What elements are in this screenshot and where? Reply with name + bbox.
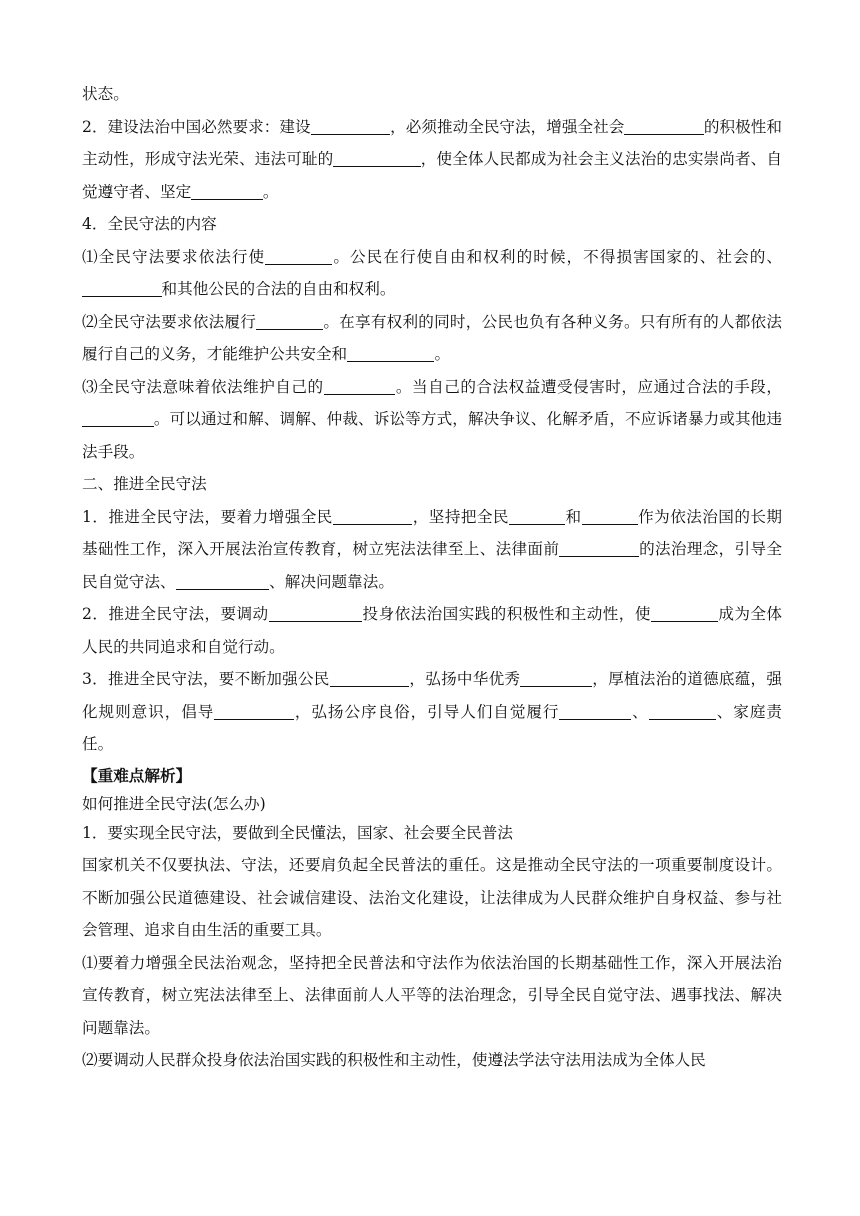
fill-blank[interactable] xyxy=(330,670,410,687)
item-1: ⑴全民守法要求依法行使 。公民在行使自由和权利的时候，不得损害国家的、社会的、和其他公民的合法的自由和权利。 xyxy=(82,247,782,298)
fill-blank[interactable] xyxy=(333,150,420,167)
point-3: 3．推进全民守法，要不断加强公民 ，弘扬中华优秀 ，厚植法治的道德底蕴，强化规则意识，倡导 ，弘扬公序良俗，引导人们自觉履行 、 、家庭责任。 xyxy=(82,670,782,753)
fill-blank[interactable] xyxy=(520,670,592,687)
section-title: 【重难点解析】 xyxy=(82,766,192,785)
fill-blank[interactable] xyxy=(347,345,434,362)
fill-blank[interactable] xyxy=(176,572,270,589)
section-heading: 二、推进全民守法 xyxy=(82,475,207,493)
answer-item-1: ⑴要着力增强全民法治观念，坚持把全民普法和守法作为依法治国的长期基础性工作，深入开展法治宣传教育，树立宪法法律至上、法律面前人人平等的法治理念，引导全民自觉守法、遇事找法、解决问题靠法。 xyxy=(82,953,782,1037)
fill-blank[interactable] xyxy=(214,702,294,719)
question-title: 如何推进全民守法(怎么办) xyxy=(82,794,266,813)
point-2: 2．推进全民守法，要调动 投身依法治国实践的积极性和主动性，使 成为全体人民的共同追求和自觉行动。 xyxy=(82,605,782,656)
fill-blank[interactable] xyxy=(624,117,704,134)
item-2: ⑵全民守法要求依法履行 。在享有权利的同时，公民也负有各种义务。只有所有的人都依法履行自己的义务，才能维护公共安全和 。 xyxy=(82,312,782,363)
fill-blank[interactable] xyxy=(191,182,263,199)
fill-blank[interactable] xyxy=(265,247,332,264)
fill-blank[interactable] xyxy=(82,280,162,297)
fill-blank[interactable] xyxy=(333,507,413,524)
fill-blank[interactable] xyxy=(559,540,639,557)
fill-blank[interactable] xyxy=(582,507,638,524)
fill-blank[interactable] xyxy=(324,377,396,394)
fill-blank[interactable] xyxy=(269,605,363,622)
answer-heading: 1．要实现全民守法，要做到全民懂法，国家、社会要全民普法 xyxy=(82,823,513,842)
fill-blank[interactable] xyxy=(651,605,718,622)
answer-paragraph: 国家机关不仅要执法、守法，还要肩负起全民普法的重任。这是推动全民守法的一项重要制度设计。不断加强公民道德建设、社会诚信建设、法治文化建设，让法律成为人民群众维护自身权益、参与社会管理、追求自由生活的重要工具。 xyxy=(82,856,782,939)
fill-blank[interactable] xyxy=(256,312,323,329)
text-line: 状态。 xyxy=(82,85,129,103)
document-page xyxy=(82,78,782,1077)
item-3: ⑶全民守法意味着依法维护自己的 。当自己的合法权益遭受侵害时，应通过合法的手段，。可以通过和解、调解、仲裁、诉讼等方式，解决争议、化解矛盾，不应诉诸暴力或其他违法手段。 xyxy=(82,377,782,461)
section-heading: 4．全民守法的内容 xyxy=(82,215,217,233)
answer-item-2: ⑵要调动人民群众投身依法治国实践的积极性和主动性，使遵法学法守法用法成为全体人民 xyxy=(82,1051,706,1069)
fill-blank[interactable] xyxy=(649,702,716,719)
fill-blank[interactable] xyxy=(509,507,565,524)
fill-blank[interactable] xyxy=(559,702,631,719)
fill-blank[interactable] xyxy=(311,117,391,134)
point-1: 1．推进全民守法，要着力增强全民 ，坚持把全民 和 作为依法治国的长期基础性工作，深入开展法治宣传教育，树立宪法法律至上、法律面前 的法治理念，引导全民自觉守法、 、解决问题靠法。 xyxy=(82,507,782,591)
fill-blank[interactable] xyxy=(82,410,154,427)
question-2: 2．建设法治中国必然要求：建设 ，必须推动全民守法，增强全社会 的积极性和主动性，形成守法光荣、违法可耻的 ，使全体人民都成为社会主义法治的忠实崇尚者、自觉遵守者、坚定 。 xyxy=(82,117,782,201)
